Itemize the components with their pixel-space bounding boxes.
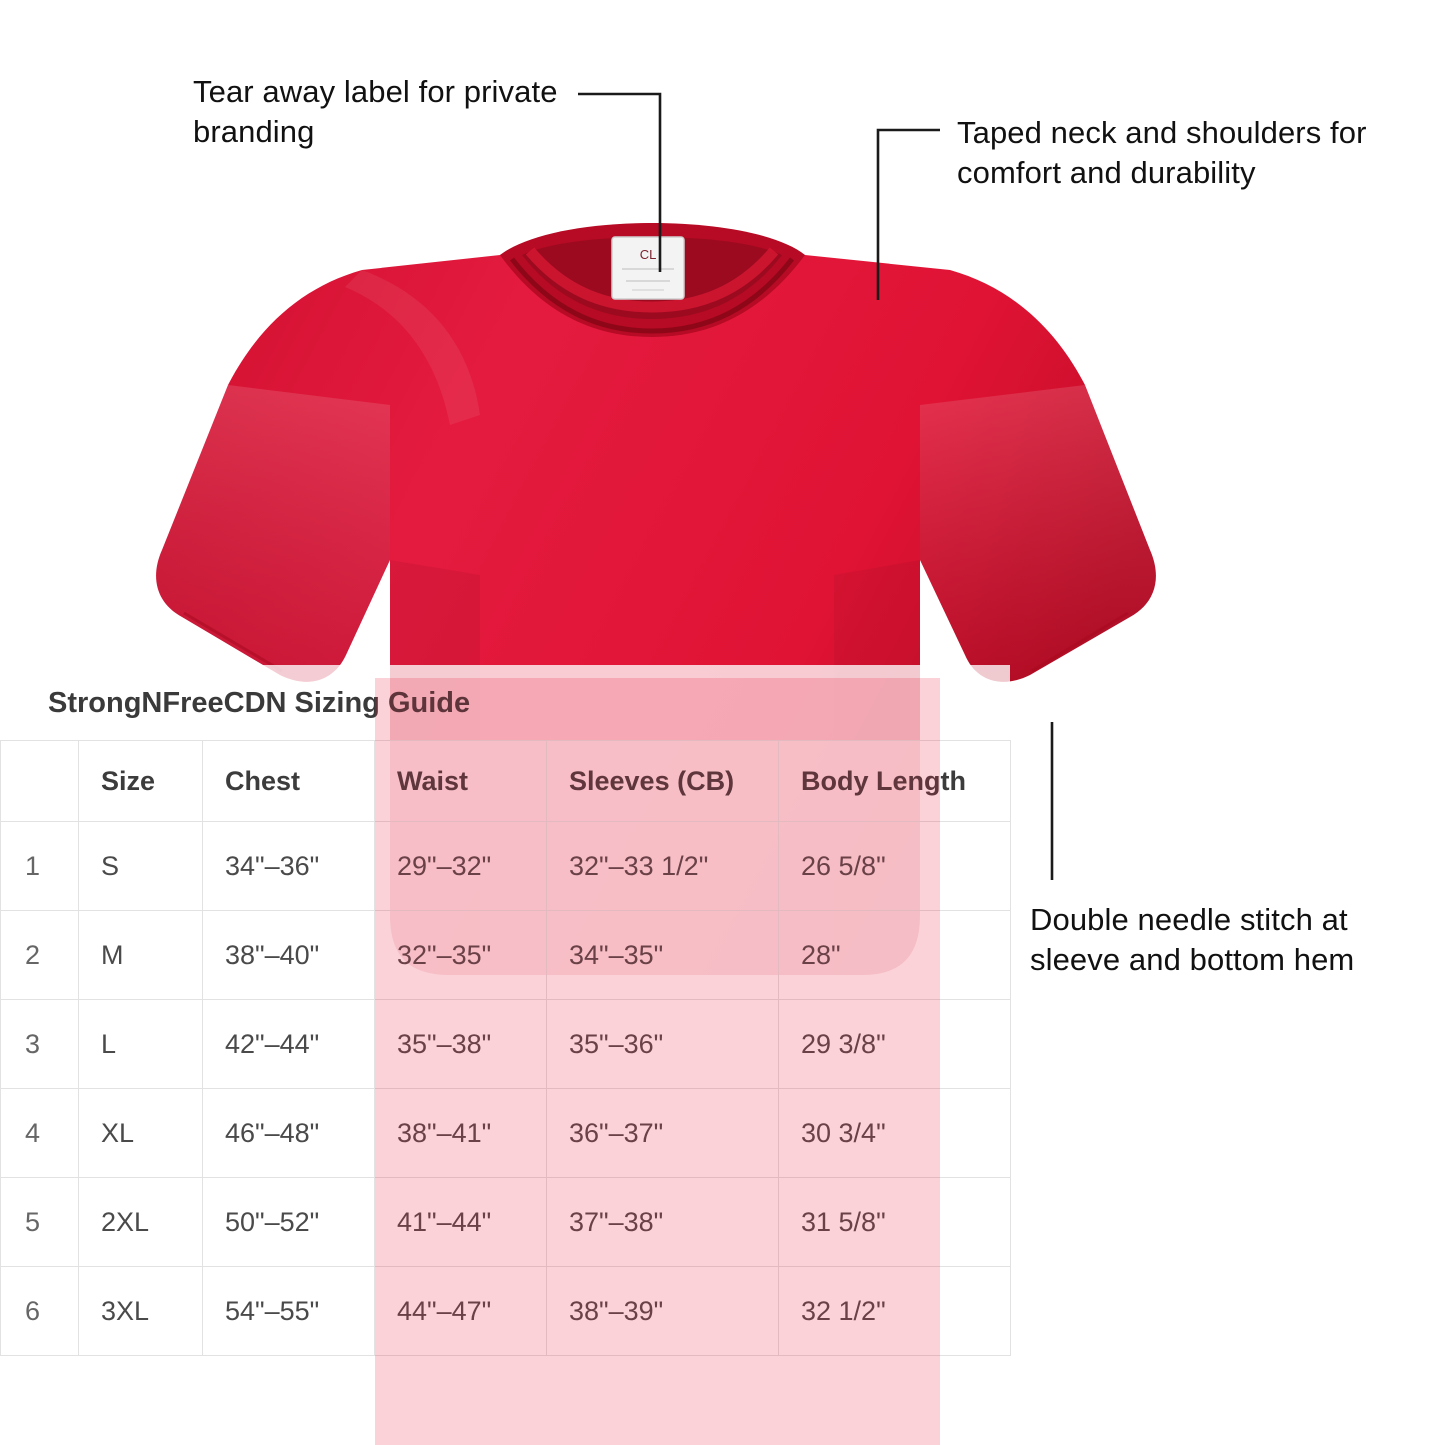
column-header-size[interactable]: Size	[79, 741, 203, 822]
cell-size: XL	[79, 1089, 203, 1178]
cell-size: M	[79, 911, 203, 1000]
cell-waist: 35"–38"	[375, 1000, 547, 1089]
sizing-guide-panel	[0, 665, 1010, 1356]
row-index: 5	[1, 1178, 79, 1267]
row-index: 1	[1, 822, 79, 911]
table-row[interactable]	[1, 1178, 1011, 1267]
cell-body-length: 29 3/8"	[779, 1000, 1011, 1089]
table-row[interactable]	[1, 1089, 1011, 1178]
cell-sleeves: 32"–33 1/2"	[547, 822, 779, 911]
cell-chest: 38"–40"	[203, 911, 375, 1000]
cell-waist: 41"–44"	[375, 1178, 547, 1267]
column-header-waist[interactable]: Waist	[375, 741, 547, 822]
svg-text:CL: CL	[639, 247, 657, 262]
sizing-guide-title: StrongNFreeCDN Sizing Guide	[0, 665, 1010, 740]
table-header-row	[1, 741, 1011, 822]
cell-sleeves: 38"–39"	[547, 1267, 779, 1356]
table-row[interactable]	[1, 1000, 1011, 1089]
cell-size: S	[79, 822, 203, 911]
row-index: 3	[1, 1000, 79, 1089]
cell-waist: 44"–47"	[375, 1267, 547, 1356]
table-row[interactable]	[1, 911, 1011, 1000]
cell-size: 2XL	[79, 1178, 203, 1267]
cell-chest: 42"–44"	[203, 1000, 375, 1089]
column-header-index[interactable]	[1, 741, 79, 822]
cell-chest: 34"–36"	[203, 822, 375, 911]
row-index: 6	[1, 1267, 79, 1356]
column-header-sleeves[interactable]: Sleeves (CB)	[547, 741, 779, 822]
cell-body-length: 32 1/2"	[779, 1267, 1011, 1356]
cell-body-length: 26 5/8"	[779, 822, 1011, 911]
cell-sleeves: 34"–35"	[547, 911, 779, 1000]
callout-tear-away-label: Tear away label for private branding	[193, 74, 558, 149]
cell-size: 3XL	[79, 1267, 203, 1356]
row-index: 2	[1, 911, 79, 1000]
column-header-body-length[interactable]: Body Length	[779, 741, 1011, 822]
column-header-chest[interactable]: Chest	[203, 741, 375, 822]
left-sleeve	[156, 385, 390, 682]
cell-chest: 54"–55"	[203, 1267, 375, 1356]
table-row[interactable]	[1, 1267, 1011, 1356]
cell-waist: 29"–32"	[375, 822, 547, 911]
row-index: 4	[1, 1089, 79, 1178]
cell-waist: 32"–35"	[375, 911, 547, 1000]
callout-taped-neck: Taped neck and shoulders for comfort and durability	[957, 115, 1367, 190]
cell-sleeves: 36"–37"	[547, 1089, 779, 1178]
callout-double-needle: Double needle stitch at sleeve and bottom hem	[1030, 902, 1355, 977]
cell-sleeves: 37"–38"	[547, 1178, 779, 1267]
cell-size: L	[79, 1000, 203, 1089]
sizing-table	[0, 740, 1011, 1356]
tear-away-label	[612, 237, 684, 299]
cell-sleeves: 35"–36"	[547, 1000, 779, 1089]
cell-waist: 38"–41"	[375, 1089, 547, 1178]
table-row[interactable]	[1, 822, 1011, 911]
cell-body-length: 30 3/4"	[779, 1089, 1011, 1178]
cell-body-length: 31 5/8"	[779, 1178, 1011, 1267]
cell-chest: 50"–52"	[203, 1178, 375, 1267]
cell-chest: 46"–48"	[203, 1089, 375, 1178]
cell-body-length: 28"	[779, 911, 1011, 1000]
right-sleeve	[920, 385, 1156, 682]
